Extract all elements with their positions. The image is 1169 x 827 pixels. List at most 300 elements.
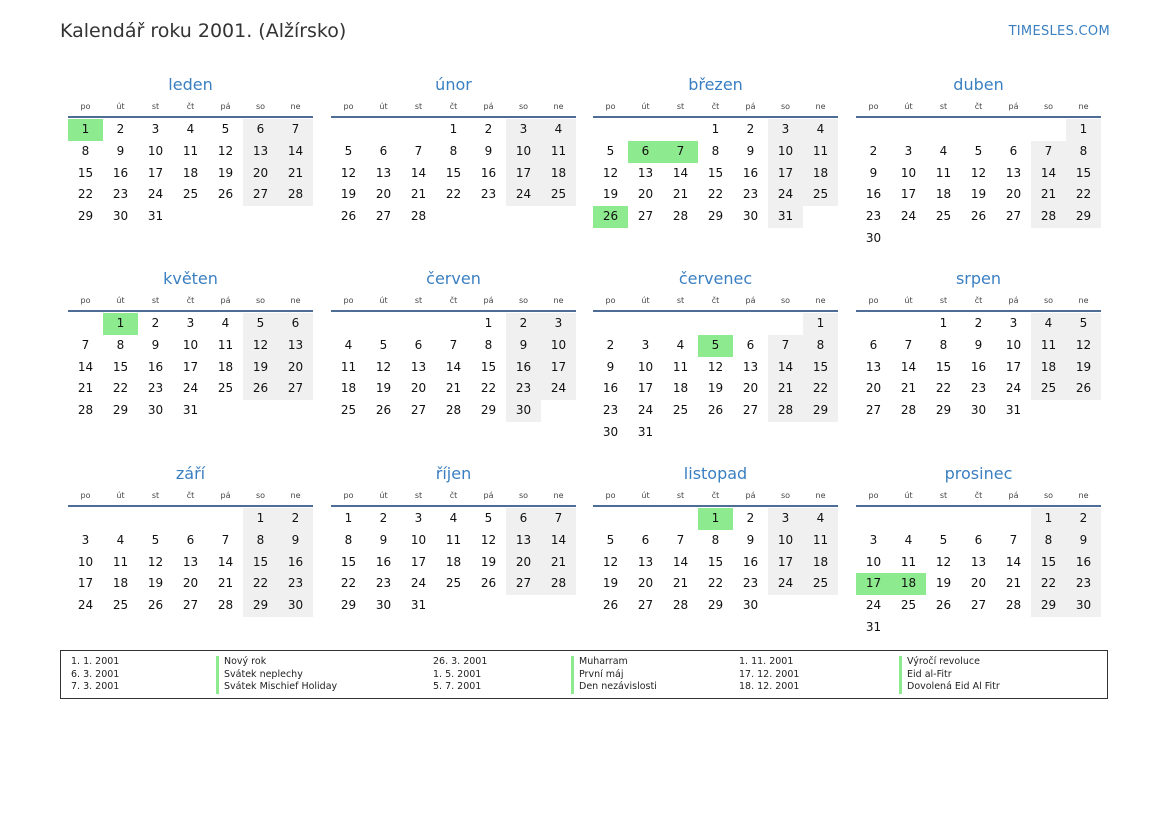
day-cell: 1 [484, 316, 493, 330]
day-cell: 2 [746, 122, 755, 136]
day-cell: 4 [904, 532, 913, 547]
day-cell: 5 [221, 122, 230, 136]
day-cell: 16 [506, 357, 541, 379]
day-cell: 10 [506, 141, 541, 163]
day-cell: 12 [935, 554, 952, 569]
weekday-label: čt [711, 102, 720, 111]
day-cell: 16 [742, 554, 759, 569]
weekday-label: pá [1008, 296, 1019, 305]
day-cell: 9 [606, 359, 615, 374]
empty-cell [663, 119, 698, 141]
legend-date: 5. 7. 2001 [433, 681, 482, 692]
day-cell: 24 [147, 187, 164, 202]
day-cell: 5 [344, 143, 353, 158]
day-cell: 14 [1031, 163, 1066, 185]
day-cell: 3 [768, 508, 803, 530]
day-cell: 30 [970, 403, 987, 418]
day-cell: 27 [243, 184, 278, 206]
day-cell: 17 [77, 576, 94, 591]
day-cell: 13 [637, 165, 654, 180]
empty-cell [856, 119, 891, 141]
day-cell: 3 [506, 119, 541, 141]
day-cell: 23 [506, 378, 541, 400]
empty-cell [1031, 119, 1066, 141]
weekday-label: so [255, 491, 266, 500]
page-title: Kalendář roku 2001. (Alžírsko) [60, 20, 347, 42]
weekday-header [331, 98, 576, 118]
day-cell: 11 [935, 165, 952, 180]
day-cell: 14 [672, 554, 689, 569]
month-červen [331, 266, 576, 422]
holiday-day: 26 [593, 206, 628, 228]
day-grid [331, 118, 576, 228]
day-cell: 16 [480, 165, 497, 180]
day-cell: 7 [278, 119, 313, 141]
day-cell: 28 [672, 598, 689, 613]
empty-cell [628, 313, 663, 335]
day-cell: 1 [1066, 119, 1101, 141]
legend-names [899, 656, 1000, 694]
day-cell: 29 [803, 400, 838, 422]
day-cell: 2 [278, 508, 313, 530]
day-cell: 6 [974, 532, 983, 547]
day-cell: 13 [1005, 165, 1022, 180]
day-cell: 12 [707, 359, 724, 374]
weekday-label: ne [290, 296, 301, 305]
day-cell: 25 [900, 598, 917, 613]
day-cell: 11 [541, 141, 576, 163]
weekday-label: ne [1078, 491, 1089, 500]
weekday-label: út [379, 296, 388, 305]
month-březen [593, 72, 838, 228]
day-cell: 19 [970, 187, 987, 202]
legend-date: 7. 3. 2001 [71, 681, 120, 692]
legend-holiday-name: Svátek Mischief Holiday [216, 681, 337, 694]
month-červenec [593, 266, 838, 444]
day-cell: 6 [414, 337, 423, 352]
day-cell: 29 [77, 209, 94, 224]
day-grid [593, 312, 838, 444]
day-cell: 9 [278, 530, 313, 552]
day-cell: 22 [340, 576, 357, 591]
empty-cell [138, 508, 173, 530]
day-cell: 8 [711, 532, 720, 547]
day-cell: 26 [243, 378, 278, 400]
weekday-label: pá [483, 491, 494, 500]
weekday-label: pá [745, 296, 756, 305]
empty-cell [926, 119, 961, 141]
day-cell: 22 [480, 381, 497, 396]
day-cell: 12 [970, 165, 987, 180]
month-name: leden [168, 75, 213, 94]
month-říjen [331, 461, 576, 617]
day-cell: 14 [217, 554, 234, 569]
day-cell: 6 [746, 337, 755, 352]
weekday-label: so [518, 491, 529, 500]
weekday-label: st [151, 491, 160, 500]
day-cell: 2 [151, 316, 160, 330]
day-cell: 3 [641, 337, 650, 352]
day-cell: 18 [1031, 357, 1066, 379]
holiday-day: 18 [891, 573, 926, 595]
day-cell: 16 [865, 187, 882, 202]
day-cell: 30 [1066, 595, 1101, 617]
weekday-label: po [343, 491, 354, 500]
day-cell: 2 [484, 122, 493, 136]
empty-cell [436, 313, 471, 335]
day-cell: 24 [77, 598, 94, 613]
day-cell: 29 [112, 403, 129, 418]
day-cell: 7 [414, 143, 423, 158]
day-cell: 19 [375, 381, 392, 396]
weekday-label: pá [745, 491, 756, 500]
day-cell: 4 [803, 119, 838, 141]
day-cell: 14 [445, 359, 462, 374]
day-cell: 23 [278, 573, 313, 595]
legend-holiday-name: Nový rok [216, 656, 337, 669]
legend-holiday-name: Muharram [571, 656, 657, 669]
day-cell: 5 [151, 532, 160, 547]
weekday-label: st [414, 491, 423, 500]
day-cell: 23 [602, 403, 619, 418]
weekday-label: pá [220, 296, 231, 305]
day-cell: 6 [869, 337, 878, 352]
legend-holiday-name: Dovolená Eid Al Fitr [899, 681, 1000, 694]
day-cell: 16 [970, 359, 987, 374]
day-cell: 28 [900, 403, 917, 418]
month-duben [856, 72, 1101, 250]
day-cell: 14 [900, 359, 917, 374]
day-cell: 2 [606, 337, 615, 352]
day-cell: 31 [637, 424, 654, 439]
day-cell: 5 [243, 313, 278, 335]
empty-cell [698, 313, 733, 335]
weekday-label: pá [483, 102, 494, 111]
empty-cell [768, 313, 803, 335]
day-cell: 8 [449, 143, 458, 158]
day-cell: 22 [445, 187, 462, 202]
month-září [68, 461, 313, 617]
day-cell: 9 [151, 337, 160, 352]
site-link[interactable]: TIMESLES.COM [1008, 24, 1110, 39]
empty-cell [103, 508, 138, 530]
day-cell: 21 [672, 576, 689, 591]
weekday-label: čt [711, 296, 720, 305]
weekday-label: čt [449, 296, 458, 305]
day-cell: 24 [768, 573, 803, 595]
day-cell: 29 [1066, 206, 1101, 228]
legend-date: 26. 3. 2001 [433, 656, 488, 667]
month-name: září [175, 464, 206, 483]
day-cell: 28 [1005, 598, 1022, 613]
day-cell: 29 [480, 403, 497, 418]
day-cell: 23 [742, 187, 759, 202]
day-cell: 20 [865, 381, 882, 396]
weekday-label: pá [483, 296, 494, 305]
weekday-label: ne [815, 491, 826, 500]
day-grid [68, 507, 313, 617]
day-cell: 26 [602, 598, 619, 613]
day-cell: 22 [707, 187, 724, 202]
day-cell: 8 [939, 337, 948, 352]
weekday-label: út [904, 491, 913, 500]
legend-dates [739, 656, 799, 694]
weekday-label: so [1043, 491, 1054, 500]
weekday-label: po [80, 102, 91, 111]
day-cell: 27 [1005, 209, 1022, 224]
day-cell: 11 [182, 143, 199, 158]
empty-cell [663, 508, 698, 530]
weekday-label: čt [974, 491, 983, 500]
day-cell: 17 [182, 359, 199, 374]
empty-cell [366, 313, 401, 335]
weekday-header [593, 292, 838, 312]
day-cell: 23 [970, 381, 987, 396]
day-cell: 30 [147, 403, 164, 418]
empty-cell [628, 508, 663, 530]
day-cell: 17 [506, 163, 541, 185]
weekday-label: ne [553, 491, 564, 500]
weekday-label: ne [815, 296, 826, 305]
weekday-label: so [1043, 296, 1054, 305]
holiday-day: 1 [103, 313, 138, 335]
day-cell: 31 [768, 206, 803, 228]
day-cell: 9 [484, 143, 493, 158]
day-cell: 21 [900, 381, 917, 396]
day-cell: 10 [77, 554, 94, 569]
weekday-label: po [80, 296, 91, 305]
day-cell: 16 [1066, 552, 1101, 574]
weekday-header [68, 98, 313, 118]
day-cell: 10 [768, 530, 803, 552]
day-cell: 8 [1031, 530, 1066, 552]
day-cell: 20 [506, 552, 541, 574]
day-cell: 29 [1031, 595, 1066, 617]
day-grid [68, 118, 313, 228]
empty-cell [331, 313, 366, 335]
day-cell: 26 [375, 403, 392, 418]
day-cell: 15 [243, 552, 278, 574]
day-cell: 29 [707, 209, 724, 224]
weekday-label: pá [1008, 102, 1019, 111]
day-cell: 3 [186, 316, 195, 330]
weekday-label: so [255, 296, 266, 305]
day-cell: 1 [344, 511, 353, 525]
day-cell: 29 [340, 598, 357, 613]
month-listopad [593, 461, 838, 617]
day-cell: 20 [637, 187, 654, 202]
weekday-label: so [780, 102, 791, 111]
day-cell: 19 [217, 165, 234, 180]
day-cell: 17 [1005, 359, 1022, 374]
day-cell: 14 [77, 359, 94, 374]
day-cell: 17 [147, 165, 164, 180]
day-cell: 14 [541, 530, 576, 552]
day-cell: 4 [221, 316, 230, 330]
day-cell: 31 [410, 598, 427, 613]
day-cell: 31 [147, 209, 164, 224]
day-cell: 3 [151, 122, 160, 136]
weekday-label: po [343, 296, 354, 305]
day-cell: 22 [1066, 184, 1101, 206]
day-grid [856, 312, 1101, 422]
weekday-header [331, 487, 576, 507]
day-cell: 7 [541, 508, 576, 530]
day-cell: 13 [278, 335, 313, 357]
weekday-header [856, 292, 1101, 312]
day-cell: 21 [410, 187, 427, 202]
empty-cell [891, 313, 926, 335]
day-cell: 27 [865, 403, 882, 418]
day-cell: 5 [1066, 313, 1101, 335]
day-cell: 27 [410, 403, 427, 418]
day-cell: 1 [243, 508, 278, 530]
weekday-label: út [116, 296, 125, 305]
day-cell: 27 [506, 573, 541, 595]
day-cell: 21 [1031, 184, 1066, 206]
month-srpen [856, 266, 1101, 422]
day-cell: 17 [768, 163, 803, 185]
day-cell: 5 [379, 337, 388, 352]
day-cell: 15 [445, 165, 462, 180]
day-cell: 4 [939, 143, 948, 158]
weekday-label: po [605, 296, 616, 305]
day-cell: 16 [602, 381, 619, 396]
day-cell: 8 [243, 530, 278, 552]
day-cell: 17 [768, 552, 803, 574]
day-cell: 7 [1031, 141, 1066, 163]
day-cell: 30 [278, 595, 313, 617]
day-cell: 25 [803, 573, 838, 595]
day-cell: 7 [1009, 532, 1018, 547]
day-cell: 27 [278, 378, 313, 400]
day-cell: 13 [742, 359, 759, 374]
holiday-day: 1 [68, 119, 103, 141]
weekday-label: st [676, 102, 685, 111]
day-cell: 14 [672, 165, 689, 180]
day-cell: 23 [375, 576, 392, 591]
day-cell: 4 [541, 119, 576, 141]
day-cell: 9 [1066, 530, 1101, 552]
day-cell: 24 [865, 598, 882, 613]
legend-holiday-name: Den nezávislosti [571, 681, 657, 694]
day-cell: 18 [803, 552, 838, 574]
legend-date: 17. 12. 2001 [739, 668, 800, 680]
weekday-label: st [676, 296, 685, 305]
legend-date: 18. 12. 2001 [739, 681, 800, 692]
legend-date: 1. 5. 2001 [433, 668, 482, 680]
day-cell: 24 [768, 184, 803, 206]
day-cell: 11 [217, 337, 234, 352]
day-cell: 5 [484, 511, 493, 525]
day-cell: 12 [243, 335, 278, 357]
day-cell: 6 [506, 508, 541, 530]
day-cell: 21 [1005, 576, 1022, 591]
empty-cell [208, 508, 243, 530]
month-name: červenec [678, 269, 753, 288]
day-cell: 3 [541, 313, 576, 335]
day-cell: 12 [217, 143, 234, 158]
day-cell: 13 [865, 359, 882, 374]
weekday-label: út [379, 491, 388, 500]
empty-cell [593, 119, 628, 141]
day-cell: 2 [974, 316, 983, 330]
day-cell: 8 [803, 335, 838, 357]
day-cell: 27 [637, 209, 654, 224]
legend-dates [71, 656, 119, 694]
legend-date: 1. 1. 2001 [71, 656, 120, 667]
weekday-label: čt [974, 102, 983, 111]
weekday-label: út [116, 102, 125, 111]
day-cell: 12 [602, 165, 619, 180]
day-cell: 20 [243, 163, 278, 185]
legend-dates [433, 656, 487, 694]
day-cell: 13 [637, 554, 654, 569]
day-cell: 30 [112, 209, 129, 224]
weekday-label: po [605, 491, 616, 500]
day-cell: 16 [742, 165, 759, 180]
day-cell: 9 [506, 335, 541, 357]
day-cell: 12 [147, 554, 164, 569]
day-cell: 9 [974, 337, 983, 352]
day-cell: 13 [970, 554, 987, 569]
weekday-label: čt [449, 102, 458, 111]
day-cell: 6 [278, 313, 313, 335]
day-cell: 24 [541, 378, 576, 400]
day-cell: 6 [243, 119, 278, 141]
day-cell: 29 [935, 403, 952, 418]
empty-cell [401, 313, 436, 335]
day-cell: 15 [1031, 552, 1066, 574]
empty-cell [401, 119, 436, 141]
day-cell: 31 [182, 403, 199, 418]
weekday-label: ne [1078, 296, 1089, 305]
day-cell: 15 [803, 357, 838, 379]
day-cell: 1 [711, 122, 720, 136]
weekday-label: čt [186, 491, 195, 500]
day-cell: 25 [182, 187, 199, 202]
day-cell: 5 [606, 143, 615, 158]
day-cell: 20 [1005, 187, 1022, 202]
day-cell: 26 [340, 209, 357, 224]
day-grid [593, 507, 838, 617]
empty-cell [961, 119, 996, 141]
day-grid [68, 312, 313, 422]
weekday-label: so [1043, 102, 1054, 111]
day-cell: 4 [116, 532, 125, 547]
weekday-label: po [605, 102, 616, 111]
legend-date: 6. 3. 2001 [71, 668, 120, 680]
day-cell: 8 [344, 532, 353, 547]
weekday-label: st [939, 296, 948, 305]
day-cell: 7 [676, 532, 685, 547]
day-cell: 25 [541, 184, 576, 206]
day-cell: 18 [541, 163, 576, 185]
day-cell: 20 [278, 357, 313, 379]
day-cell: 30 [742, 598, 759, 613]
day-cell: 26 [1066, 378, 1101, 400]
day-cell: 30 [602, 424, 619, 439]
day-cell: 15 [935, 359, 952, 374]
day-cell: 27 [742, 403, 759, 418]
month-name: červen [426, 269, 481, 288]
day-cell: 19 [147, 576, 164, 591]
day-cell: 11 [1031, 335, 1066, 357]
legend-date: 1. 11. 2001 [739, 656, 794, 667]
day-cell: 13 [243, 141, 278, 163]
day-cell: 24 [506, 184, 541, 206]
weekday-label: po [868, 102, 879, 111]
